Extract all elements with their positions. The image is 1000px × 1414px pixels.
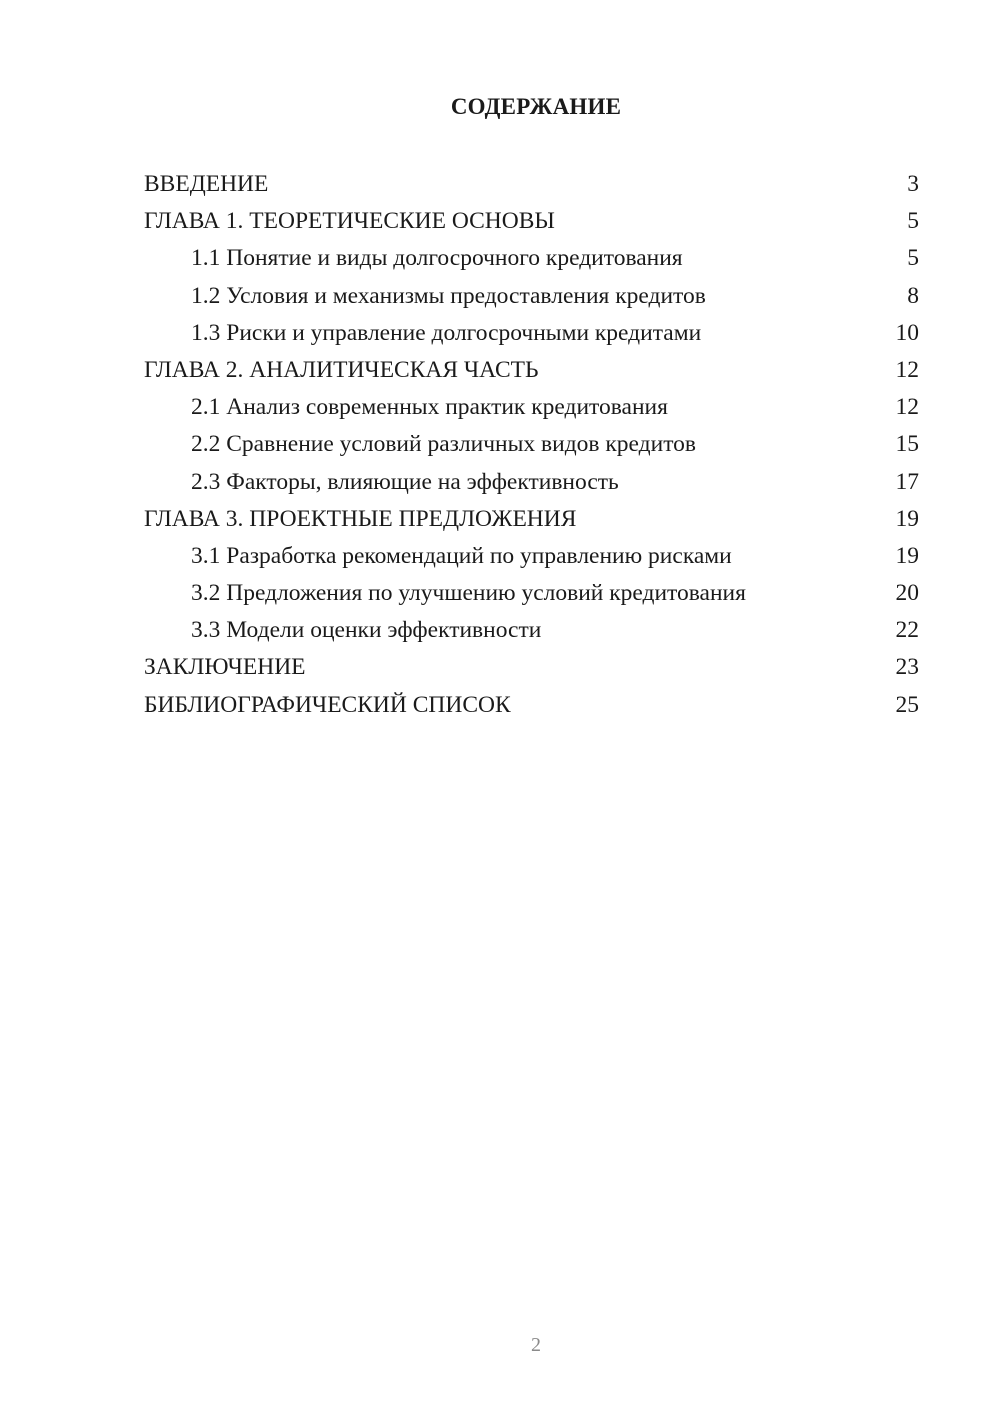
toc-entry-page: 5 bbox=[907, 208, 919, 235]
toc-entry-page: 5 bbox=[907, 245, 919, 272]
toc-entry-page: 10 bbox=[895, 319, 919, 346]
toc-entry-page: 17 bbox=[895, 468, 919, 495]
toc-entry-text: ВВЕДЕНИЕ bbox=[144, 171, 269, 197]
toc-entry bbox=[144, 501, 919, 538]
toc-entry-text: 3.1 Разработка рекомендаций по управлению рисками bbox=[191, 542, 732, 569]
toc-subentry bbox=[144, 612, 919, 649]
toc-entry-page: 19 bbox=[895, 542, 919, 569]
toc-entry-text: 1.2 Условия и механизмы предоставления кредитов bbox=[191, 282, 706, 309]
toc-entry-text: ГЛАВА 3. ПРОЕКТНЫЕ ПРЕДЛОЖЕНИЯ bbox=[144, 505, 577, 532]
toc-entry-text: 2.2 Сравнение условий различных видов кредитов bbox=[191, 431, 696, 458]
toc-entry-page: 12 bbox=[895, 356, 919, 383]
toc-entry-text: ГЛАВА 1. ТЕОРЕТИЧЕСКИЕ ОСНОВЫ bbox=[144, 208, 555, 235]
toc-entry-page: 19 bbox=[895, 505, 919, 532]
toc-entry bbox=[144, 203, 919, 240]
toc-entry-page: 22 bbox=[895, 617, 919, 644]
toc-entry-page: 3 bbox=[907, 171, 919, 197]
toc-subentry bbox=[144, 538, 919, 575]
toc-subentry bbox=[144, 575, 919, 612]
toc-subentry bbox=[144, 464, 919, 501]
toc-entry-text: 2.3 Факторы, влияющие на эффективность bbox=[191, 468, 619, 495]
toc-entry bbox=[144, 687, 919, 724]
toc-entry-page: 12 bbox=[895, 394, 919, 421]
toc-subentry bbox=[144, 389, 919, 426]
toc-subentry bbox=[144, 240, 919, 277]
toc-entry-text: ЗАКЛЮЧЕНИЕ bbox=[144, 654, 306, 681]
toc-entry-page: 20 bbox=[895, 580, 919, 607]
toc-entry-text: 3.2 Предложения по улучшению условий кредитования bbox=[191, 580, 746, 607]
toc-subentry bbox=[144, 278, 919, 315]
page-number: 2 bbox=[531, 1334, 541, 1356]
toc-entry-page: 15 bbox=[895, 431, 919, 458]
toc-entry-page: 23 bbox=[895, 654, 919, 681]
toc-subentry bbox=[144, 426, 919, 463]
toc-entry bbox=[144, 352, 919, 389]
toc-entry-text: БИБЛИОГРАФИЧЕСКИЙ СПИСОК bbox=[144, 691, 511, 718]
toc-entry-text: ГЛАВА 2. АНАЛИТИЧЕСКАЯ ЧАСТЬ bbox=[144, 356, 539, 383]
toc-entry-text: 2.1 Анализ современных практик кредитования bbox=[191, 394, 668, 421]
table-of-contents bbox=[144, 166, 919, 724]
toc-entry-text: 1.1 Понятие и виды долгосрочного кредитования bbox=[191, 245, 683, 272]
toc-subentry bbox=[144, 315, 919, 352]
toc-entry-text: 1.3 Риски и управление долгосрочными кредитами bbox=[191, 319, 702, 346]
toc-entry-page: 25 bbox=[895, 691, 919, 718]
toc-entry bbox=[144, 649, 919, 686]
toc-entry bbox=[144, 166, 919, 203]
toc-entry-page: 8 bbox=[907, 282, 919, 309]
toc-title: СОДЕРЖАНИЕ bbox=[450, 94, 622, 119]
toc-entry-text: 3.3 Модели оценки эффективности bbox=[191, 617, 542, 644]
